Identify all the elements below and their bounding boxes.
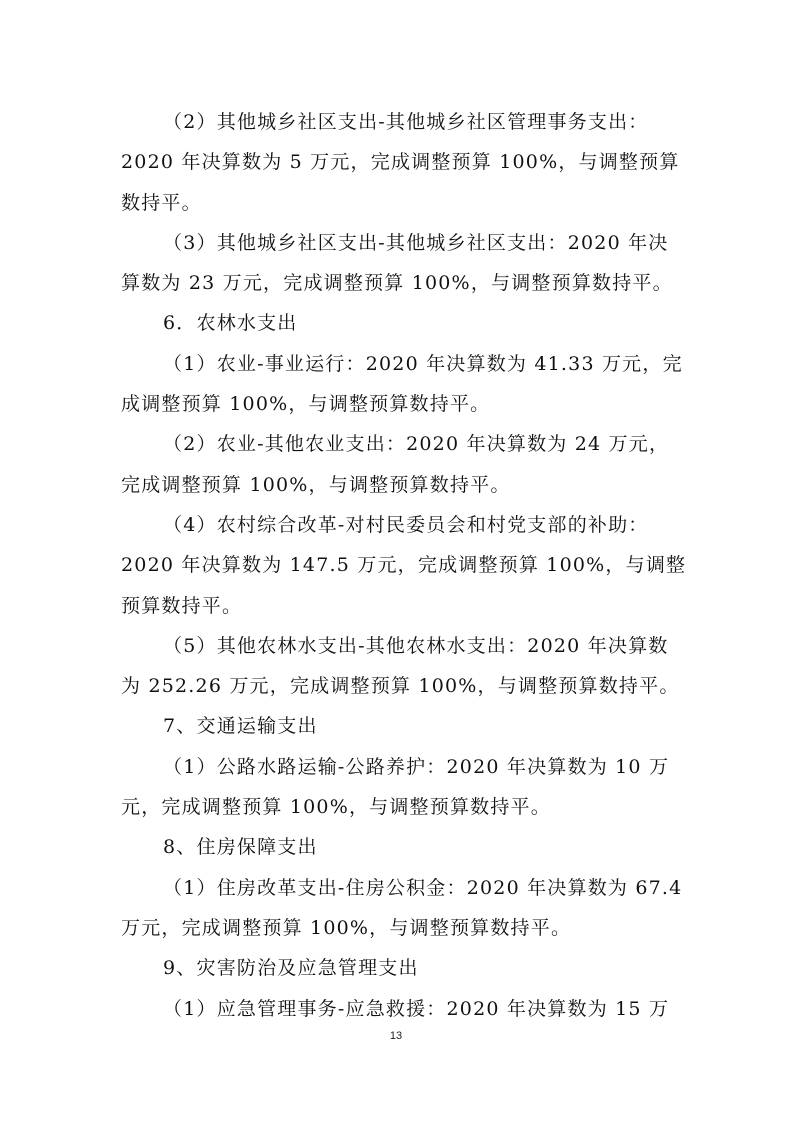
section-heading: 8、住房保障支出 bbox=[163, 836, 318, 859]
text-line: 2020 年决算数为 5 万元，完成调整预算 100%，与调整预算 bbox=[121, 151, 680, 174]
body-text bbox=[121, 102, 687, 1029]
text-line: 算数为 23 万元，完成调整预算 100%，与调整预算数持平。 bbox=[121, 272, 673, 295]
text-line: 成调整预算 100%，与调整预算数持平。 bbox=[121, 393, 491, 416]
text-line: （3）其他城乡社区支出-其他城乡社区支出：2020 年决 bbox=[163, 231, 669, 254]
text-line: 完成调整预算 100%，与调整预算数持平。 bbox=[121, 473, 511, 496]
text-line: （2）其他城乡社区支出-其他城乡社区管理事务支出： bbox=[163, 111, 649, 133]
page-number: 13 bbox=[389, 1030, 403, 1042]
text-line: 为 252.26 万元，完成调整预算 100%，与调整预算数持平。 bbox=[121, 675, 680, 698]
text-line: 预算数持平。 bbox=[121, 594, 243, 617]
text-line: （1）住房改革支出-住房公积金：2020 年决算数为 67.4 bbox=[163, 876, 683, 899]
text-line: （1）农业-事业运行：2020 年决算数为 41.33 万元，完 bbox=[163, 352, 683, 375]
section-heading: 7、交通运输支出 bbox=[163, 715, 318, 738]
text-line: （4）农村综合改革-对村民委员会和村党支部的补助： bbox=[163, 513, 649, 536]
text-line: （1）应急管理事务-应急救援：2020 年决算数为 15 万 bbox=[163, 997, 670, 1020]
text-line: 2020 年决算数为 147.5 万元，完成调整预算 100%，与调整 bbox=[121, 554, 687, 577]
text-line: 元，完成调整预算 100%，与调整预算数持平。 bbox=[121, 796, 551, 819]
text-line: 万元，完成调整预算 100%，与调整预算数持平。 bbox=[121, 916, 572, 939]
section-heading: 6．农林水支出 bbox=[163, 312, 298, 335]
text-line: （2）农业-其他农业支出：2020 年决算数为 24 万元， bbox=[163, 433, 670, 456]
text-line: 数持平。 bbox=[121, 191, 202, 214]
section-heading: 9、灾害防治及应急管理支出 bbox=[163, 957, 419, 980]
text-line: （5）其他农林水支出-其他农林水支出：2020 年决算数 bbox=[163, 634, 669, 657]
text-line: （1）公路水路运输-公路养护：2020 年决算数为 10 万 bbox=[163, 755, 670, 778]
